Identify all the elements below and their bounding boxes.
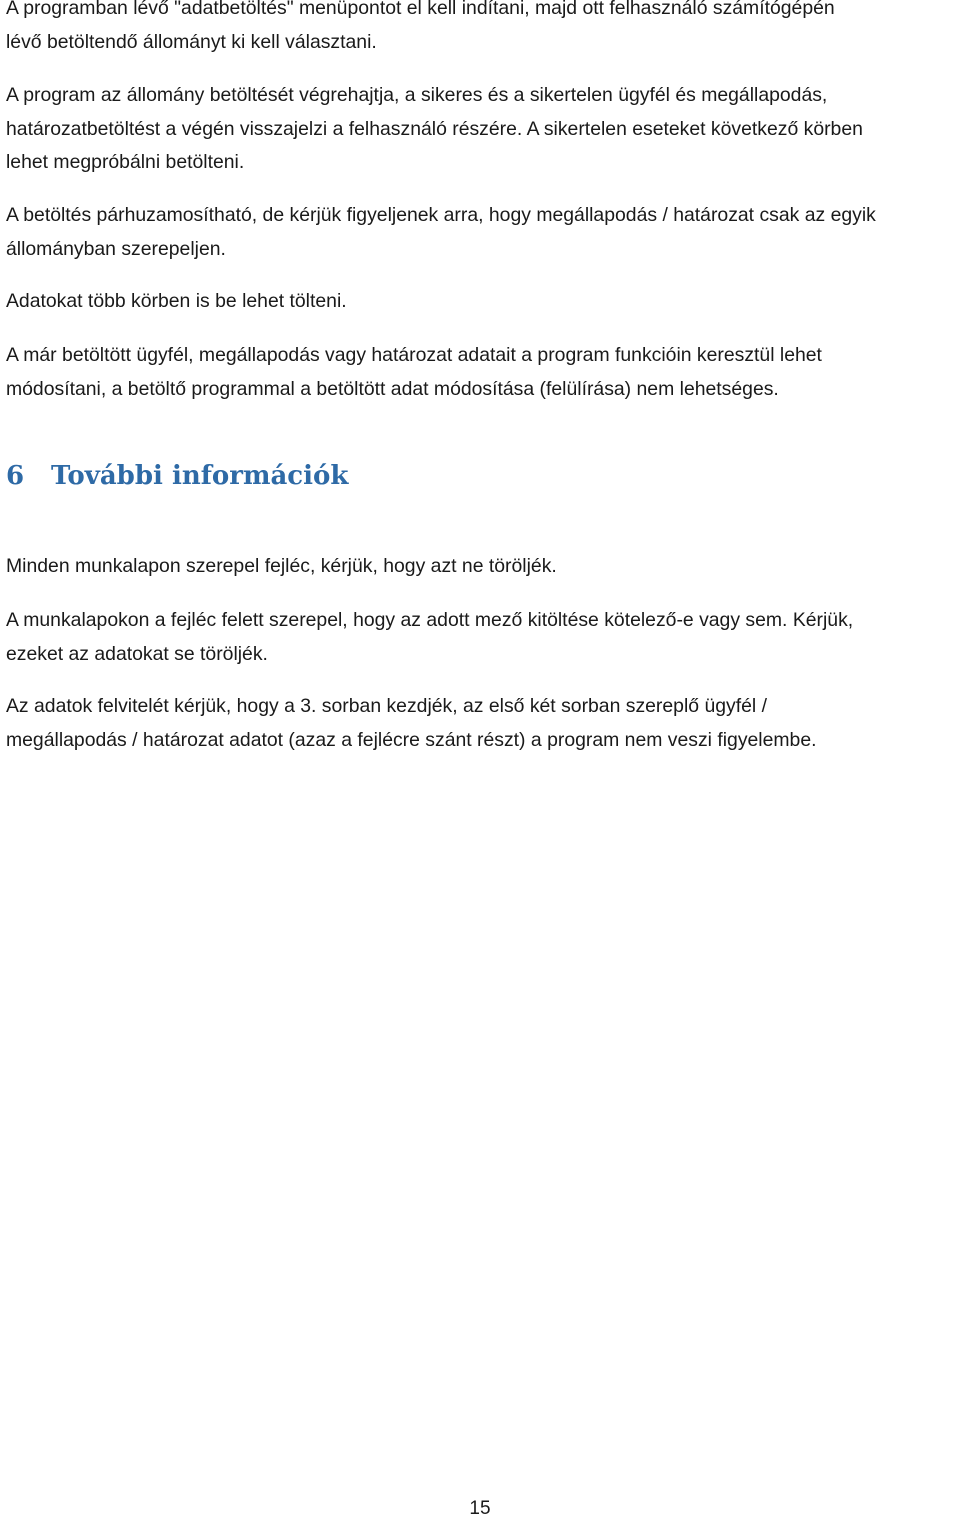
paragraph-data-entry-start bbox=[6, 690, 958, 757]
paragraph-line: módosítani, a betöltő programmal a betöltött adat módosítása (felülírása) nem lehetséges. bbox=[6, 377, 779, 400]
paragraph-header-row bbox=[6, 550, 958, 584]
paragraph-line: megállapodás / határozat adatot (azaz a fejlécre szánt részt) a program nem veszi figyelembe. bbox=[6, 728, 817, 751]
page-number: 15 bbox=[469, 1498, 491, 1519]
paragraph-parallel-loading bbox=[6, 199, 958, 266]
paragraph-line: állományban szerepeljen. bbox=[6, 237, 226, 260]
paragraph-line: lévő betöltendő állományt ki kell választani. bbox=[6, 30, 377, 53]
section-heading bbox=[6, 456, 348, 496]
paragraph-modification bbox=[6, 339, 958, 406]
paragraph-line: Az adatok felvitelét kérjük, hogy a 3. sorban kezdjék, az első két sorban szereplő ügyfél / bbox=[6, 695, 767, 717]
paragraph-line: A program az állomány betöltését végrehajtja, a sikeres és a sikertelen ügyfél és megállapodás, bbox=[6, 84, 828, 106]
section-title: További információk bbox=[51, 461, 349, 491]
paragraph-line: A programban lévő "adatbetöltés" menüpontot el kell indítani, majd ott felhasználó számítógépén bbox=[6, 0, 835, 19]
paragraph-line: lehet megpróbálni betölteni. bbox=[6, 151, 245, 173]
paragraph-line: A már betöltött ügyfél, megállapodás vagy határozat adatait a program funkcióin keresztül lehet bbox=[6, 344, 822, 366]
section-number: 6 bbox=[6, 461, 25, 491]
paragraph-required-fields bbox=[6, 604, 958, 671]
paragraph-load-feedback bbox=[6, 79, 958, 180]
paragraph-line: Adatokat több körben is be lehet tölteni. bbox=[6, 290, 347, 312]
paragraph-line: A betöltés párhuzamosítható, de kérjük figyeljenek arra, hogy megállapodás / határozat csak az egyik bbox=[6, 204, 876, 226]
paragraph-line: A munkalapokon a fejléc felett szerepel, hogy az adott mező kitöltése kötelező-e vagy sem. Kérjük, bbox=[6, 609, 854, 631]
paragraph-line: határozatbetöltést a végén visszajelzi a felhasználó részére. A sikertelen eseteket következő körben bbox=[6, 117, 863, 140]
paragraph-multiple-rounds bbox=[6, 285, 958, 319]
paragraph-line: Minden munkalapon szerepel fejléc, kérjük, hogy azt ne töröljék. bbox=[6, 555, 557, 577]
paragraph-menu-instructions bbox=[6, 0, 958, 59]
paragraph-line: ezeket az adatokat se töröljék. bbox=[6, 642, 268, 665]
